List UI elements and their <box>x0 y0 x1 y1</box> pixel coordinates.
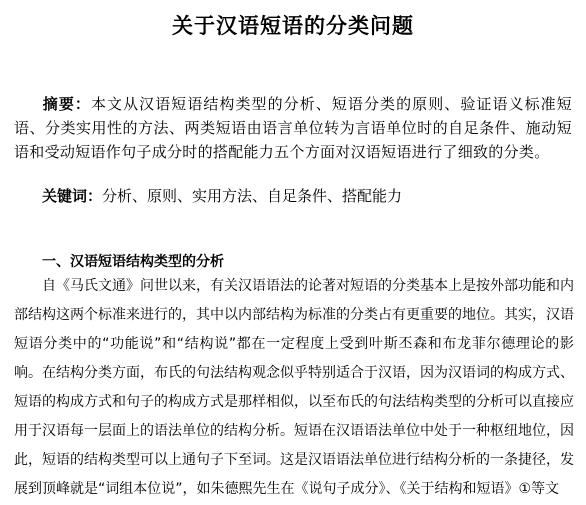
keywords-text: 分析、原则、实用方法、自足条件、搭配能力 <box>102 187 403 205</box>
section-paragraph <box>14 272 574 504</box>
document-title: 关于汉语短语的分类问题 <box>172 13 414 38</box>
abstract-label: 摘要： <box>42 95 91 113</box>
keywords-line <box>14 184 572 208</box>
keywords-label: 关键词： <box>42 187 103 205</box>
abstract-text: 本文从汉语短语结构类型的分析、短语分类的原则、验证语义标准短语、分类实用性的方法、两类短语由语言单位转为言语单位时的自足条件、施动短语和受动短语作句子成分时的搭配能力五个方面对汉语短语进行了细致的分类。 <box>14 95 572 161</box>
abstract-paragraph <box>14 92 572 164</box>
section-heading: 一、汉语短语结构类型的分析 <box>42 254 224 270</box>
section-paragraph-text: 自《马氏文通》问世以来，有关汉语语法的论著对短语的分类基本上是按外部功能和内部结构这两个标准来进行的，其中以内部结构为标准的分类占有更重要的地位。其实，汉语短语分类中的“功能说”和“结构说”都在一定程度上受到叶斯丕森和布龙菲尔德理论的影响。在结构分类方面，布氏的句法结构观念似乎特别适合于汉语，因为汉语词的构成方式、短语的构成方式和句子的构成方式是那样相似，以至布氏的句法结构类型的分析可以直接应用于汉语每一层面上的语法单位的结构分析。短语在汉语语法单位中处于一种枢纽地位，因此，短语的结构类型可以上通句子下至词。这是汉语语法单位进行结构分析的一条捷径，发展到顶峰就是“词组本位说”，如朱德熙先生在《说句子成分》、《关于结构和短语》①等文 <box>14 278 574 497</box>
